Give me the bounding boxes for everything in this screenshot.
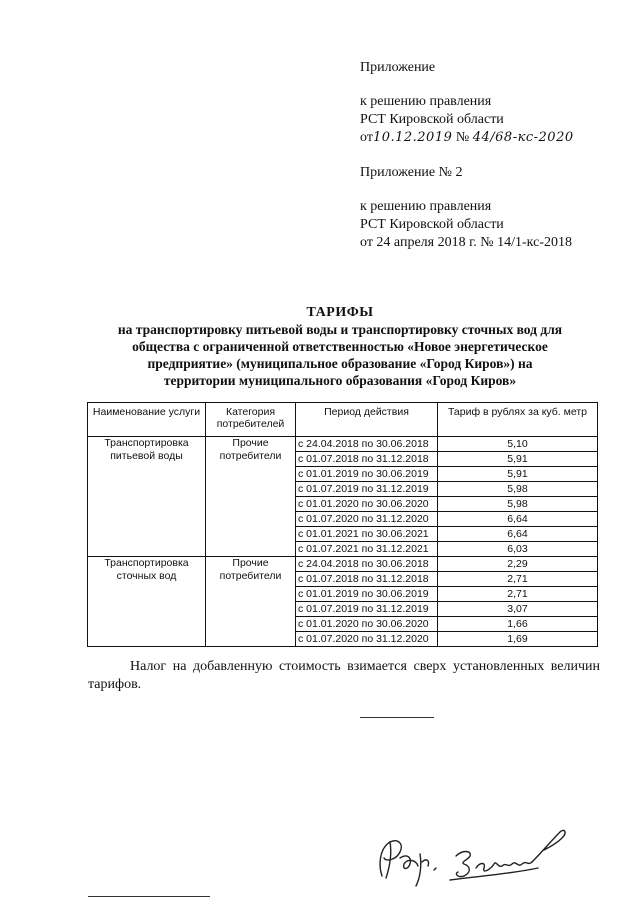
title-line-4: территории муниципального образования «Город Киров» xyxy=(163,373,517,388)
tariff-cell: 6,64 xyxy=(438,527,598,542)
ref-number-sign: № xyxy=(455,130,470,145)
handwritten-signature xyxy=(360,818,590,890)
ref-prefix: от xyxy=(360,130,373,145)
tariff-cell: 1,69 xyxy=(438,632,598,647)
title-line-1: на транспортировку питьевой воды и транспортировку сточных вод для xyxy=(117,322,563,337)
period-cell: с 01.07.2018 по 31.12.2018 xyxy=(296,452,438,467)
period-cell: с 01.07.2018 по 31.12.2018 xyxy=(296,572,438,587)
decision-reference xyxy=(360,129,574,147)
table-row xyxy=(88,437,598,452)
period-cell: с 01.07.2019 по 31.12.2019 xyxy=(296,482,438,497)
period-cell: с 01.07.2019 по 31.12.2019 xyxy=(296,602,438,617)
tariffs-table xyxy=(87,402,598,647)
handwritten-date: 10.12.2019 xyxy=(372,130,453,145)
tariff-cell: 5,98 xyxy=(438,497,598,512)
tariff-cell: 6,64 xyxy=(438,512,598,527)
tariff-cell: 6,03 xyxy=(438,542,598,557)
handwritten-number: 44/68-кс-2020 xyxy=(472,130,574,145)
tariff-cell: 5,10 xyxy=(438,437,598,452)
period-cell: с 01.01.2020 по 30.06.2020 xyxy=(296,497,438,512)
document-title xyxy=(60,304,620,389)
category-cell: Прочие потребители xyxy=(206,557,296,647)
footer-line xyxy=(88,896,210,897)
title-line-2: общества с ограниченной ответственностью «Новое энергетическое xyxy=(132,339,548,354)
title-main: ТАРИФЫ xyxy=(306,305,374,320)
header-service: Наименование услуги xyxy=(88,403,206,437)
tariff-cell: 2,29 xyxy=(438,557,598,572)
org2-name: РСТ Кировской области xyxy=(360,217,504,232)
period-cell: с 01.01.2019 по 30.06.2019 xyxy=(296,587,438,602)
tariff-cell: 5,91 xyxy=(438,452,598,467)
tariff-cell: 2,71 xyxy=(438,572,598,587)
period-cell: с 01.01.2019 по 30.06.2019 xyxy=(296,467,438,482)
period-cell: с 01.07.2020 по 31.12.2020 xyxy=(296,632,438,647)
category-cell: Прочие потребители xyxy=(206,437,296,557)
tariff-cell: 5,91 xyxy=(438,467,598,482)
decision2-reference: от 24 апреля 2018 г. № 14/1-кс-2018 xyxy=(360,235,572,250)
service-cell: Транспортировка сточных вод xyxy=(88,557,206,647)
decision2-label: к решению правления xyxy=(360,199,492,214)
period-cell: с 24.04.2018 по 30.06.2018 xyxy=(296,557,438,572)
attachment-label: Приложение xyxy=(360,60,436,75)
tariff-cell: 3,07 xyxy=(438,602,598,617)
header-period: Период действия xyxy=(296,403,438,437)
header-tariff: Тариф в рублях за куб. метр xyxy=(438,403,598,437)
vat-note: Налог на добавленную стоимость взимается сверх установленных величин тарифов. xyxy=(88,659,600,692)
period-cell: с 01.07.2021 по 31.12.2021 xyxy=(296,542,438,557)
tariff-cell: 5,98 xyxy=(438,482,598,497)
table-row xyxy=(88,557,598,572)
tariff-cell: 1,66 xyxy=(438,617,598,632)
org-name: РСТ Кировской области xyxy=(360,112,504,127)
period-cell: с 01.01.2020 по 30.06.2020 xyxy=(296,617,438,632)
period-cell: с 24.04.2018 по 30.06.2018 xyxy=(296,437,438,452)
service-cell: Транспортировка питьевой воды xyxy=(88,437,206,557)
period-cell: с 01.01.2021 по 30.06.2021 xyxy=(296,527,438,542)
title-line-3: предприятие» (муниципальное образование «Город Киров») на xyxy=(147,356,533,371)
tariff-cell: 2,71 xyxy=(438,587,598,602)
header-category: Категория потребителей xyxy=(206,403,296,437)
attachment2-label: Приложение № 2 xyxy=(360,165,463,180)
table-header-row xyxy=(88,403,598,437)
decision-label: к решению правления xyxy=(360,94,492,109)
separator-line xyxy=(360,717,434,718)
period-cell: с 01.07.2020 по 31.12.2020 xyxy=(296,512,438,527)
